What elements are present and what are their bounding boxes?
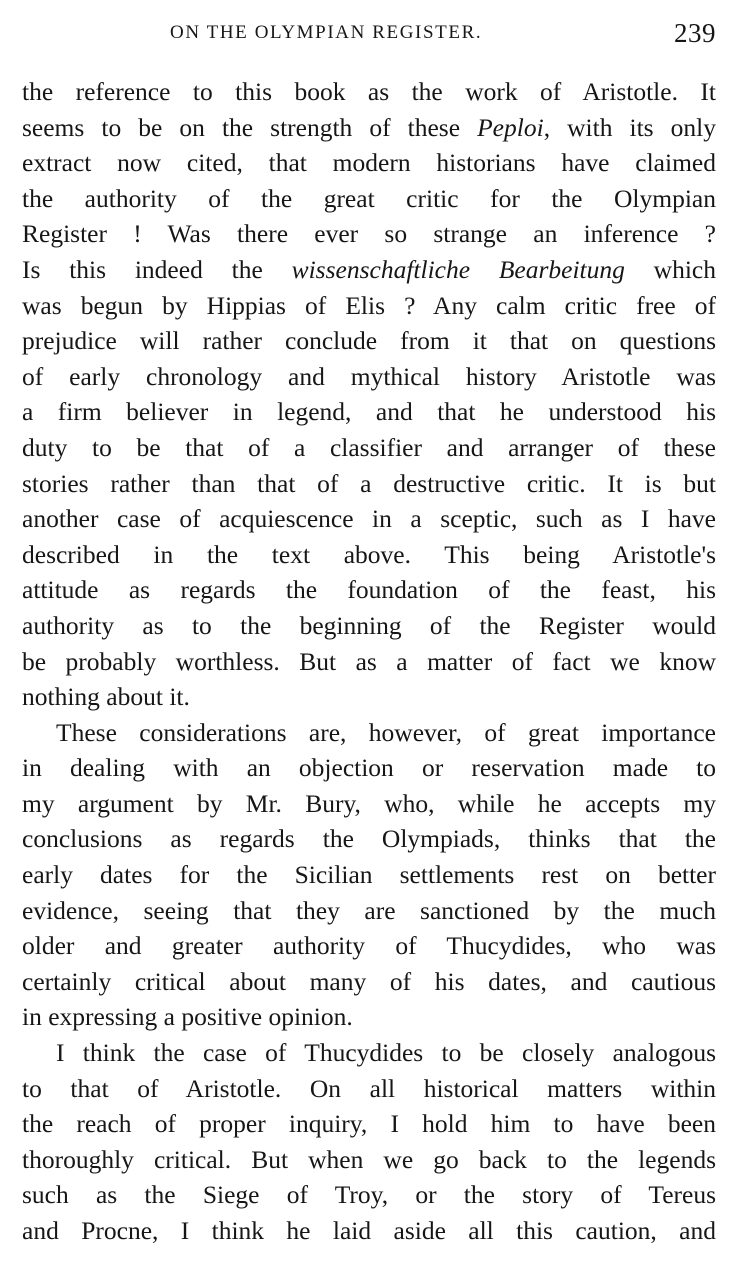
text-segment: be probably worthless. But as a matter of fact we know bbox=[22, 646, 716, 676]
text-segment: , with its only bbox=[543, 112, 716, 142]
paragraph bbox=[22, 715, 716, 1035]
text-segment: early dates for the Sicilian settlements rest on better bbox=[22, 860, 716, 890]
text-segment: certainly critical about many of his dates, and cautious bbox=[22, 966, 716, 996]
text-line bbox=[22, 430, 716, 466]
body-text bbox=[22, 74, 716, 1249]
text-line bbox=[22, 1177, 716, 1213]
text-segment: Is this indeed the bbox=[22, 254, 292, 284]
text-line bbox=[22, 1035, 716, 1071]
text-line bbox=[22, 110, 716, 146]
text-segment: of early chronology and mythical history Aristotle was bbox=[22, 361, 716, 391]
running-head bbox=[22, 20, 718, 56]
text-segment: These considerations are, however, of great importance bbox=[56, 717, 716, 747]
text-segment: prejudice will rather conclude from it that on questions bbox=[22, 326, 716, 356]
text-line bbox=[22, 323, 716, 359]
text-line bbox=[22, 1142, 716, 1178]
text-segment: such as the Siege of Troy, or the story of Tereus bbox=[22, 1180, 716, 1210]
text-line bbox=[22, 216, 716, 252]
italic-phrase: Peploi bbox=[477, 112, 544, 142]
text-segment: I think the case of Thucydides to be closely analogous bbox=[56, 1038, 716, 1068]
text-segment: attitude as regards the foundation of the feast, his bbox=[22, 575, 716, 605]
running-title: ON THE OLYMPIAN REGISTER. bbox=[170, 22, 483, 43]
text-segment: stories rather than that of a destructive critic. It is but bbox=[22, 468, 716, 498]
text-line bbox=[22, 288, 716, 324]
text-line bbox=[22, 181, 716, 217]
text-segment: my argument by Mr. Bury, who, while he accepts my bbox=[22, 788, 716, 818]
text-segment: in expressing a positive opinion. bbox=[22, 1002, 353, 1032]
text-line bbox=[22, 537, 716, 573]
text-segment: extract now cited, that modern historians have claimed bbox=[22, 148, 716, 178]
text-segment: was begun by Hippias of Elis ? Any calm critic free of bbox=[22, 290, 716, 320]
text-segment: nothing about it. bbox=[22, 682, 190, 712]
text-segment: seems to be on the strength of these bbox=[22, 112, 478, 142]
text-line bbox=[22, 750, 716, 786]
text-segment: the authority of the great critic for the Olympian bbox=[22, 183, 716, 213]
text-line bbox=[22, 1213, 716, 1249]
text-line bbox=[22, 928, 716, 964]
text-segment: thoroughly critical. But when we go back to the legends bbox=[22, 1144, 716, 1174]
text-segment: in dealing with an objection or reservation made to bbox=[22, 753, 716, 783]
text-line bbox=[22, 857, 716, 893]
text-line bbox=[22, 786, 716, 822]
text-line bbox=[22, 501, 716, 537]
text-segment: Register ! Was there ever so strange an inference ? bbox=[22, 219, 716, 249]
text-line bbox=[22, 1106, 716, 1142]
text-segment: authority as to the beginning of the Register would bbox=[22, 610, 716, 640]
text-segment: older and greater authority of Thucydides, who was bbox=[22, 931, 716, 961]
page-number: 239 bbox=[674, 18, 716, 48]
text-line bbox=[22, 893, 716, 929]
paragraph bbox=[22, 74, 716, 715]
text-line bbox=[22, 145, 716, 181]
text-line bbox=[22, 679, 716, 715]
text-line bbox=[22, 359, 716, 395]
text-line bbox=[22, 572, 716, 608]
text-segment: described in the text above. This being Aristotle's bbox=[22, 539, 716, 569]
text-segment: another case of acquiescence in a sceptic, such as I have bbox=[22, 504, 716, 534]
text-line bbox=[22, 999, 716, 1035]
text-segment: the reach of proper inquiry, I hold him to have been bbox=[22, 1109, 716, 1139]
text-segment: the reference to this book as the work of Aristotle. It bbox=[22, 77, 716, 106]
text-segment: a firm believer in legend, and that he understood his bbox=[22, 397, 716, 427]
text-line bbox=[22, 821, 716, 857]
text-segment: evidence, seeing that they are sanctioned by the much bbox=[22, 895, 716, 925]
paragraph bbox=[22, 1035, 716, 1249]
text-line bbox=[22, 466, 716, 502]
text-line bbox=[22, 74, 716, 110]
text-line bbox=[22, 715, 716, 751]
text-line bbox=[22, 964, 716, 1000]
italic-phrase: wissenschaftliche Bearbeitung bbox=[291, 254, 625, 284]
text-line bbox=[22, 644, 716, 680]
text-segment: conclusions as regards the Olympiads, thinks that the bbox=[22, 824, 716, 854]
text-segment: which bbox=[624, 254, 717, 284]
text-line bbox=[22, 394, 716, 430]
text-line bbox=[22, 608, 716, 644]
text-segment: duty to be that of a classifier and arranger of these bbox=[22, 432, 716, 462]
text-segment: to that of Aristotle. On all historical matters within bbox=[22, 1073, 716, 1103]
text-line bbox=[22, 252, 716, 288]
text-line bbox=[22, 1071, 716, 1107]
text-segment: and Procne, I think he laid aside all this caution, and bbox=[22, 1216, 716, 1245]
